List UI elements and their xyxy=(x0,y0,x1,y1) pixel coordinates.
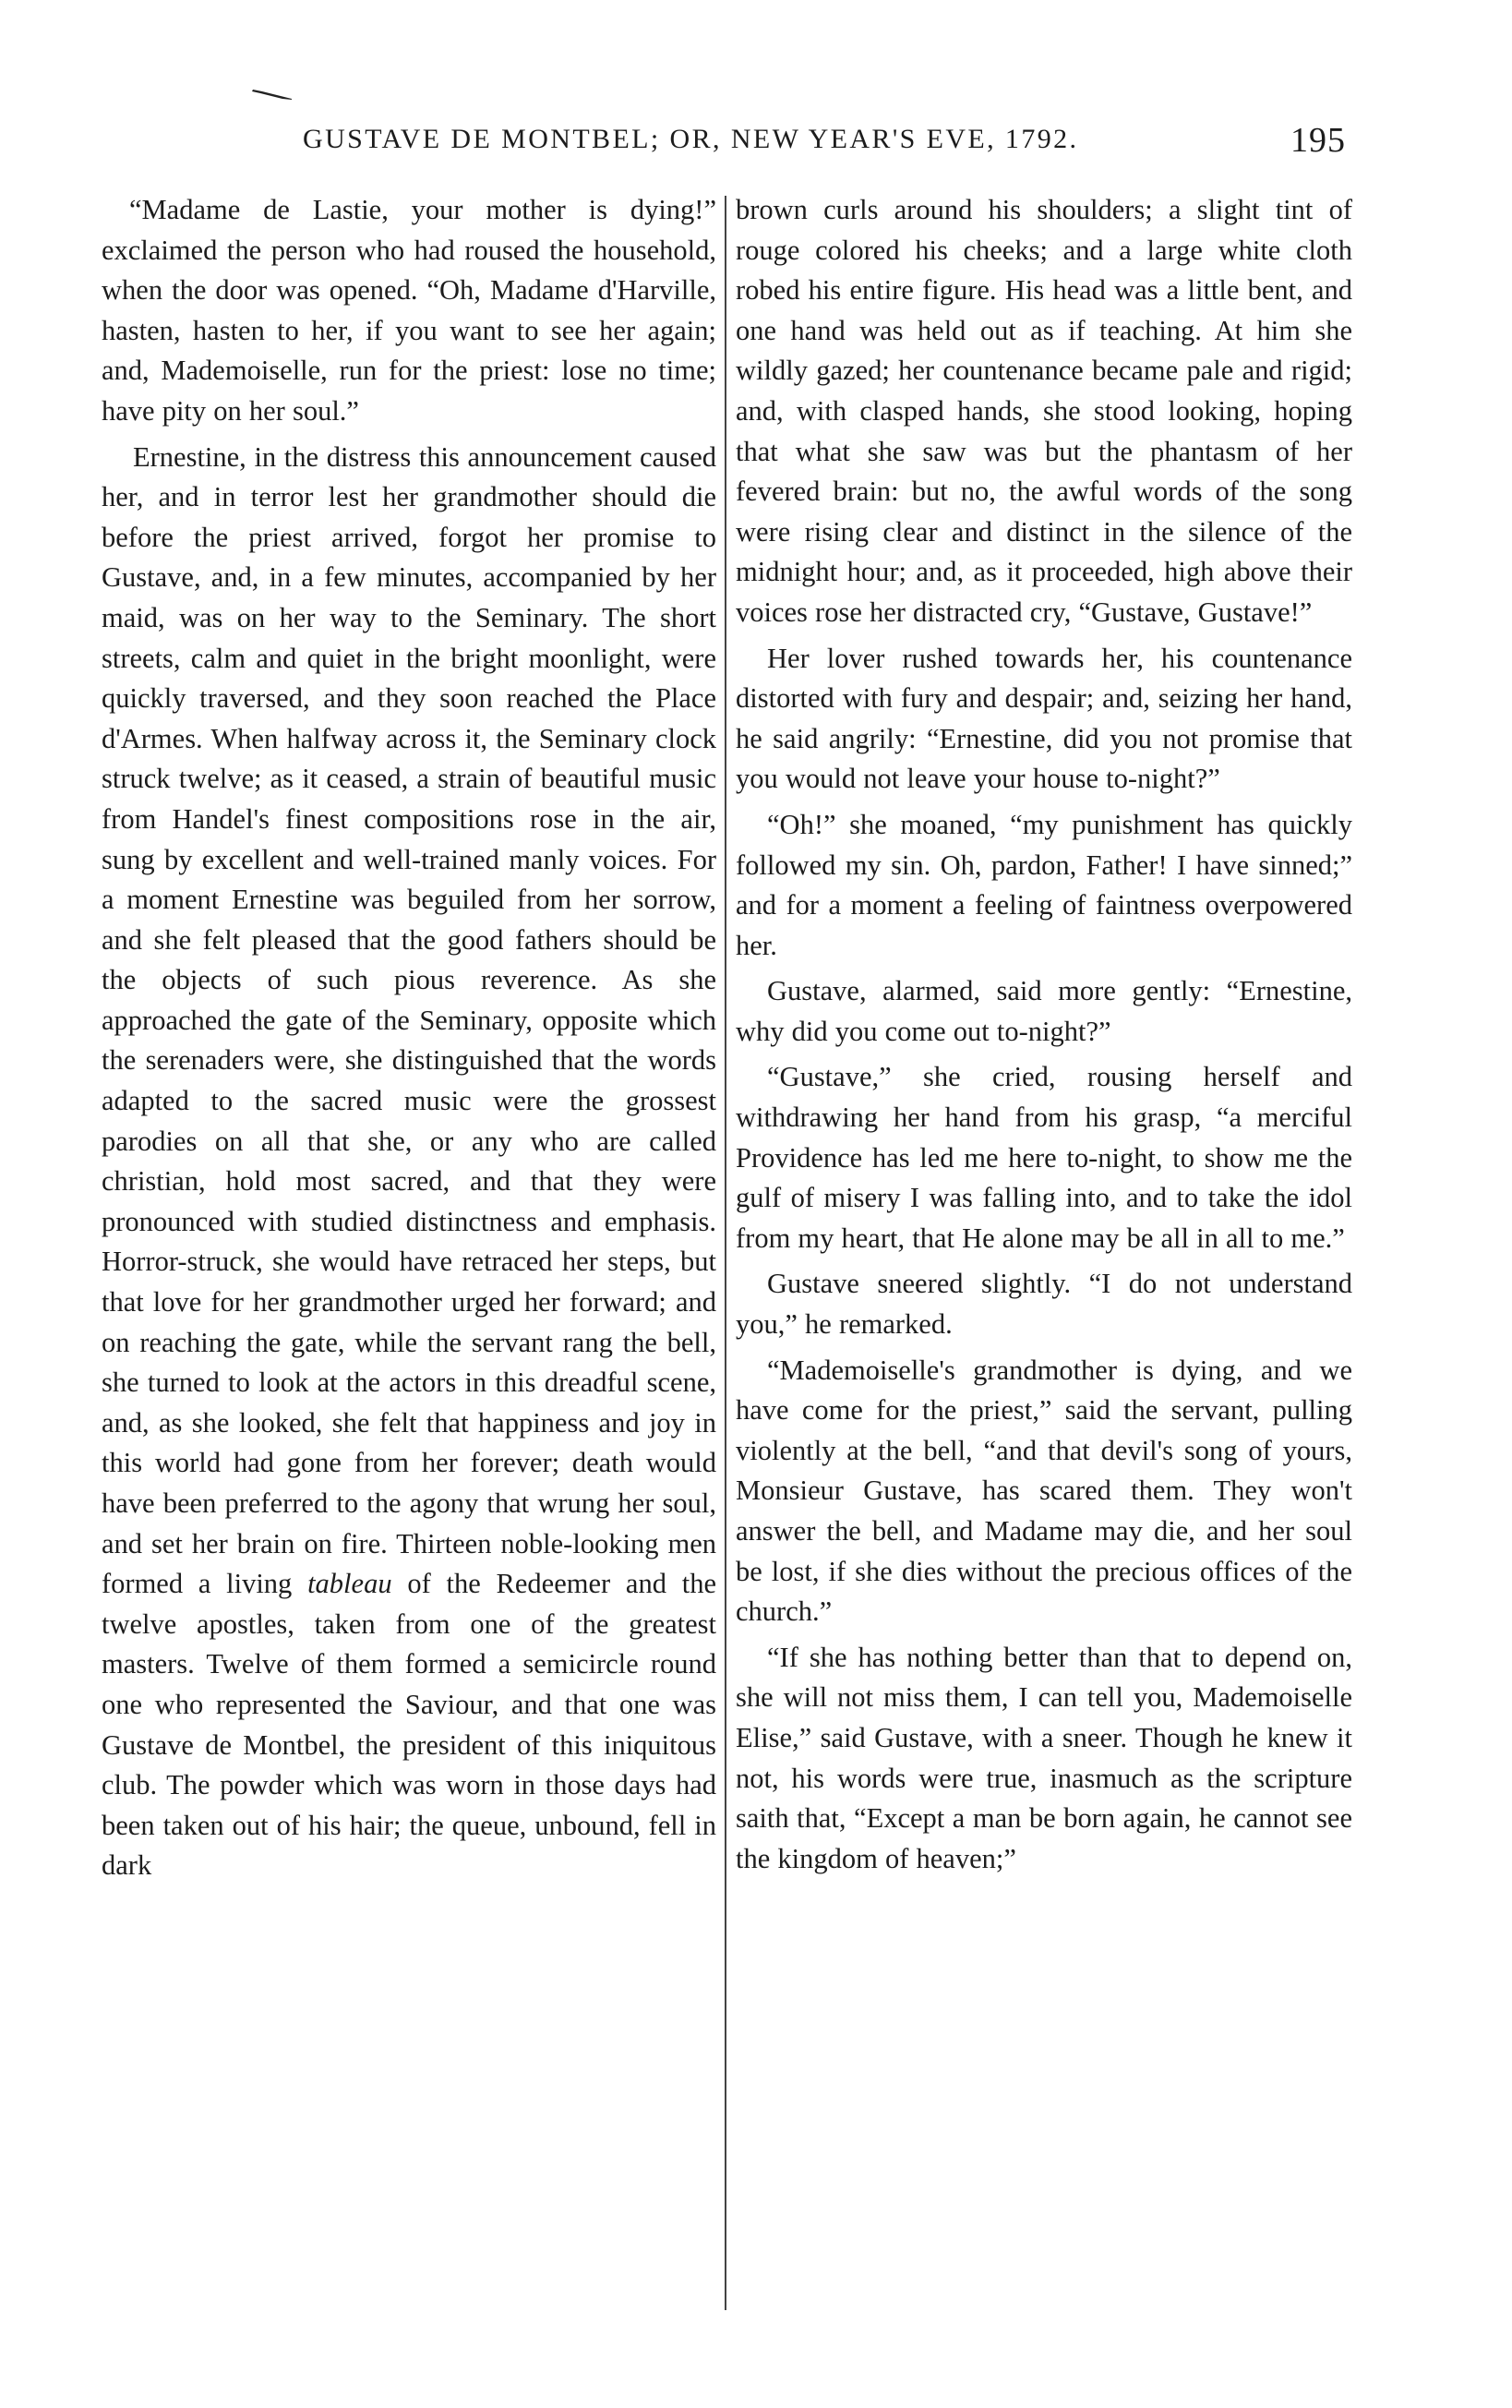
paragraph: “If she has nothing better than that to depend on, she will not miss them, I can tell you, Mademoiselle Elise,” said Gustave, with a sneer. Though he knew it not, his words were true, inasmuch as the scripture saith that, “Except a man be born again, he cannot see the kingdom of heaven;” xyxy=(736,1641,1352,1874)
paragraph: “Oh!” she moaned, “my punishment has quickly followed my sin. Oh, pardon, Father! I have sinned;” and for a moment a feeling of faintness overpowered her. xyxy=(736,808,1352,961)
running-title: GUSTAVE DE MONTBEL; OR, NEW YEAR'S EVE, 1792. xyxy=(303,124,1079,154)
ink-smudge xyxy=(251,86,294,101)
paragraph: Gustave, alarmed, said more gently: “Ernestine, why did you come out to-night?” xyxy=(736,975,1352,1047)
paragraph: “Madame de Lastie, your mother is dying!” exclaimed the person who had roused the household, when the door was opened. “Oh, Madame d'Harville, hasten, hasten to her, if you want to see her again; and, Mademoiselle, run for the priest: lose no time; have pity on her soul.” xyxy=(102,194,716,427)
paragraph: “Mademoiselle's grandmother is dying, and we have come for the priest,” said the servant, pulling violently at the bell, “and that devil's song of yours, Monsieur Gustave, has scared them. They won't answer the bell, and Madame may die, and her soul be lost, if she dies without the precious offices of the church.” xyxy=(736,1354,1352,1628)
paragraph: Ernestine, in the distress this announcement caused her, and in terror lest her grandmother should die before the priest arrived, forgot her promise to Gustave, and, in a few minutes, accompanied by her maid, was on her way to the Seminary. The short streets, calm and quiet in the bright moonlight, were quickly traversed, and they soon reached the Place d'Armes. When halfway across it, the Seminary clock struck twelve; as it ceased, a strain of beautiful music from Handel's finest compositions rose in the air, sung by excellent and well-trained manly voices. For a moment Ernestine was beguiled from her sorrow, and she felt pleased that the good fathers should be the objects of such pious reverence. As she approached the gate of the Seminary, opposite which the serenaders were, she distinguished that the words adapted to the sacred music were the grossest parodies on all that she, or any who are called christian, hold most sacred, and that they were pronounced with studied distinctness and emphasis. Horror-struck, she would have retraced her steps, but that love for her grandmother urged her forward; and on reaching the gate, while the servant rang the bell, she turned to look at the actors in this dreadful scene, and, as she looked, she felt that happiness and joy in this world had gone from her forever; death would have been preferred to the agony that wrung her soul, and set her brain on fire. Thirteen noble-looking men formed a living tableau of the Redeemer and the twelve apostles, taken from one of the greatest masters. Twelve of them formed a semicircle round one who represented the Saviour, and that one was Gustave de Montbel, the president of this iniquitous club. The powder which was worn in those days had been taken out of his hair; the queue, unbound, fell in dark xyxy=(102,440,716,1882)
paragraph: brown curls around his shoulders; a slight tint of rouge colored his cheeks; and a large white cloth robed his entire figure. His head was a little bent, and one hand was held out as if teaching. At him she wildly gazed; her countenance became pale and rigid; and, with clasped hands, she stood looking, hoping that what she saw was but the phantasm of her fevered brain: but no, the awful words of the song were rising clear and distinct in the silence of the midnight hour; and, as it proceeded, high above their voices rose her distracted cry, “Gustave, Gustave!” xyxy=(736,194,1352,628)
running-head xyxy=(303,121,1346,168)
paragraph: Her lover rushed towards her, his countenance distorted with fury and despair; and, seizing her hand, he said angrily: “Ernestine, did you not promise that you would not leave your house to-night?” xyxy=(736,642,1352,795)
page-number: 195 xyxy=(1290,121,1346,160)
paragraph: “Gustave,” she cried, rousing herself and withdrawing her hand from his grasp, “a merciful Providence has led me here to-night, to show me the gulf of misery I was falling into, and to take the idol from my heart, that He alone may be all in all to me.” xyxy=(736,1061,1352,1254)
right-column xyxy=(736,190,1352,1884)
column-rule xyxy=(725,196,726,2310)
left-column xyxy=(102,190,716,1892)
paragraph: Gustave sneered slightly. “I do not understand you,” he remarked. xyxy=(736,1268,1352,1341)
italic-word: tableau xyxy=(307,1568,392,1600)
